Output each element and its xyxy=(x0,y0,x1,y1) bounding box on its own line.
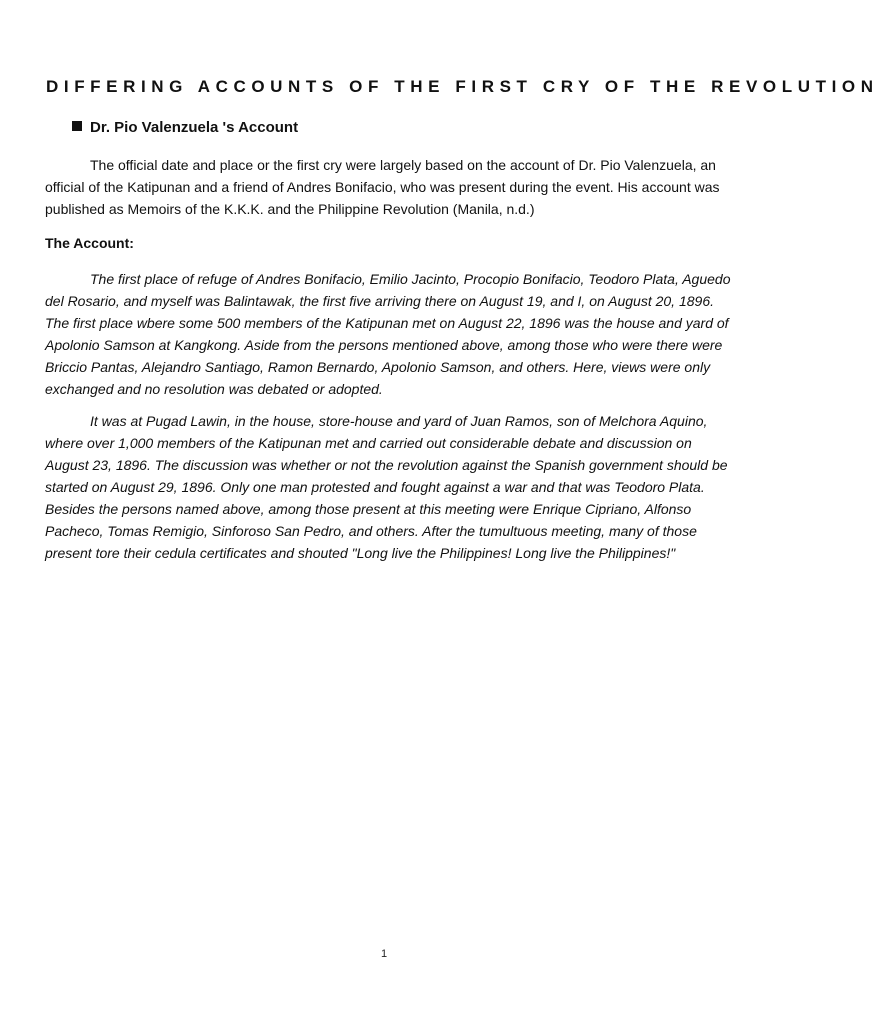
section-heading xyxy=(72,118,298,138)
quote-paragraph-2: It was at Pugad Lawin, in the house, store-house and yard of Juan Ramos, son of Melchora Aquino, where over 1,000 members of the Katipunan met and carried out considerable debate and discussion on August 23, 1896. The discussion was whether or not the revolution against the Spanish government should be started on August 29, 1896. Only one man protested and fought against a war and that was Teodoro Plata. Besides the persons named above, among those present at this meeting were Enrique Cipriano, Alfonso Pacheco, Tomas Remigio, Sinforoso San Pedro, and others. After the tumultuous meeting, many of those present tore their cedula certificates and shouted "Long live the Philippines! Long live the Philippines!" xyxy=(45,413,728,561)
account-label: The Account: xyxy=(45,235,134,251)
page-number: 1 xyxy=(380,948,388,960)
document-title: DIFFERING ACCOUNTS OF THE FIRST CRY OF THE REVOLUTION xyxy=(46,77,879,96)
square-bullet-icon xyxy=(72,121,82,131)
section-heading-text: Dr. Pio Valenzuela 's Account xyxy=(90,119,299,136)
quote-paragraph-1: The first place of refuge of Andres Bonifacio, Emilio Jacinto, Procopio Bonifacio, Teodoro Plata, Aguedo del Rosario, and myself was Balintawak, the first five arriving there on August 19, and I, on August 20, 1896. The first place wbere some 500 members of the Katipunan met on August 22, 1896 was the house and yard of Apolonio Samson at Kangkong. Aside from the persons mentioned above, among those who were there were Briccio Pantas, Alejandro Santiago, Ramon Bernardo, Apolonio Samson, and others. Here, views were only exchanged and no resolution was debated or adopted. xyxy=(45,271,731,397)
intro-paragraph: The official date and place or the first cry were largely based on the account of Dr. Pio Valenzuela, an official of the Katipunan and a friend of Andres Bonifacio, who was present during the event. His account was published as Memoirs of the K.K.K. and the Philippine Revolution (Manila, n.d.) xyxy=(45,157,720,217)
